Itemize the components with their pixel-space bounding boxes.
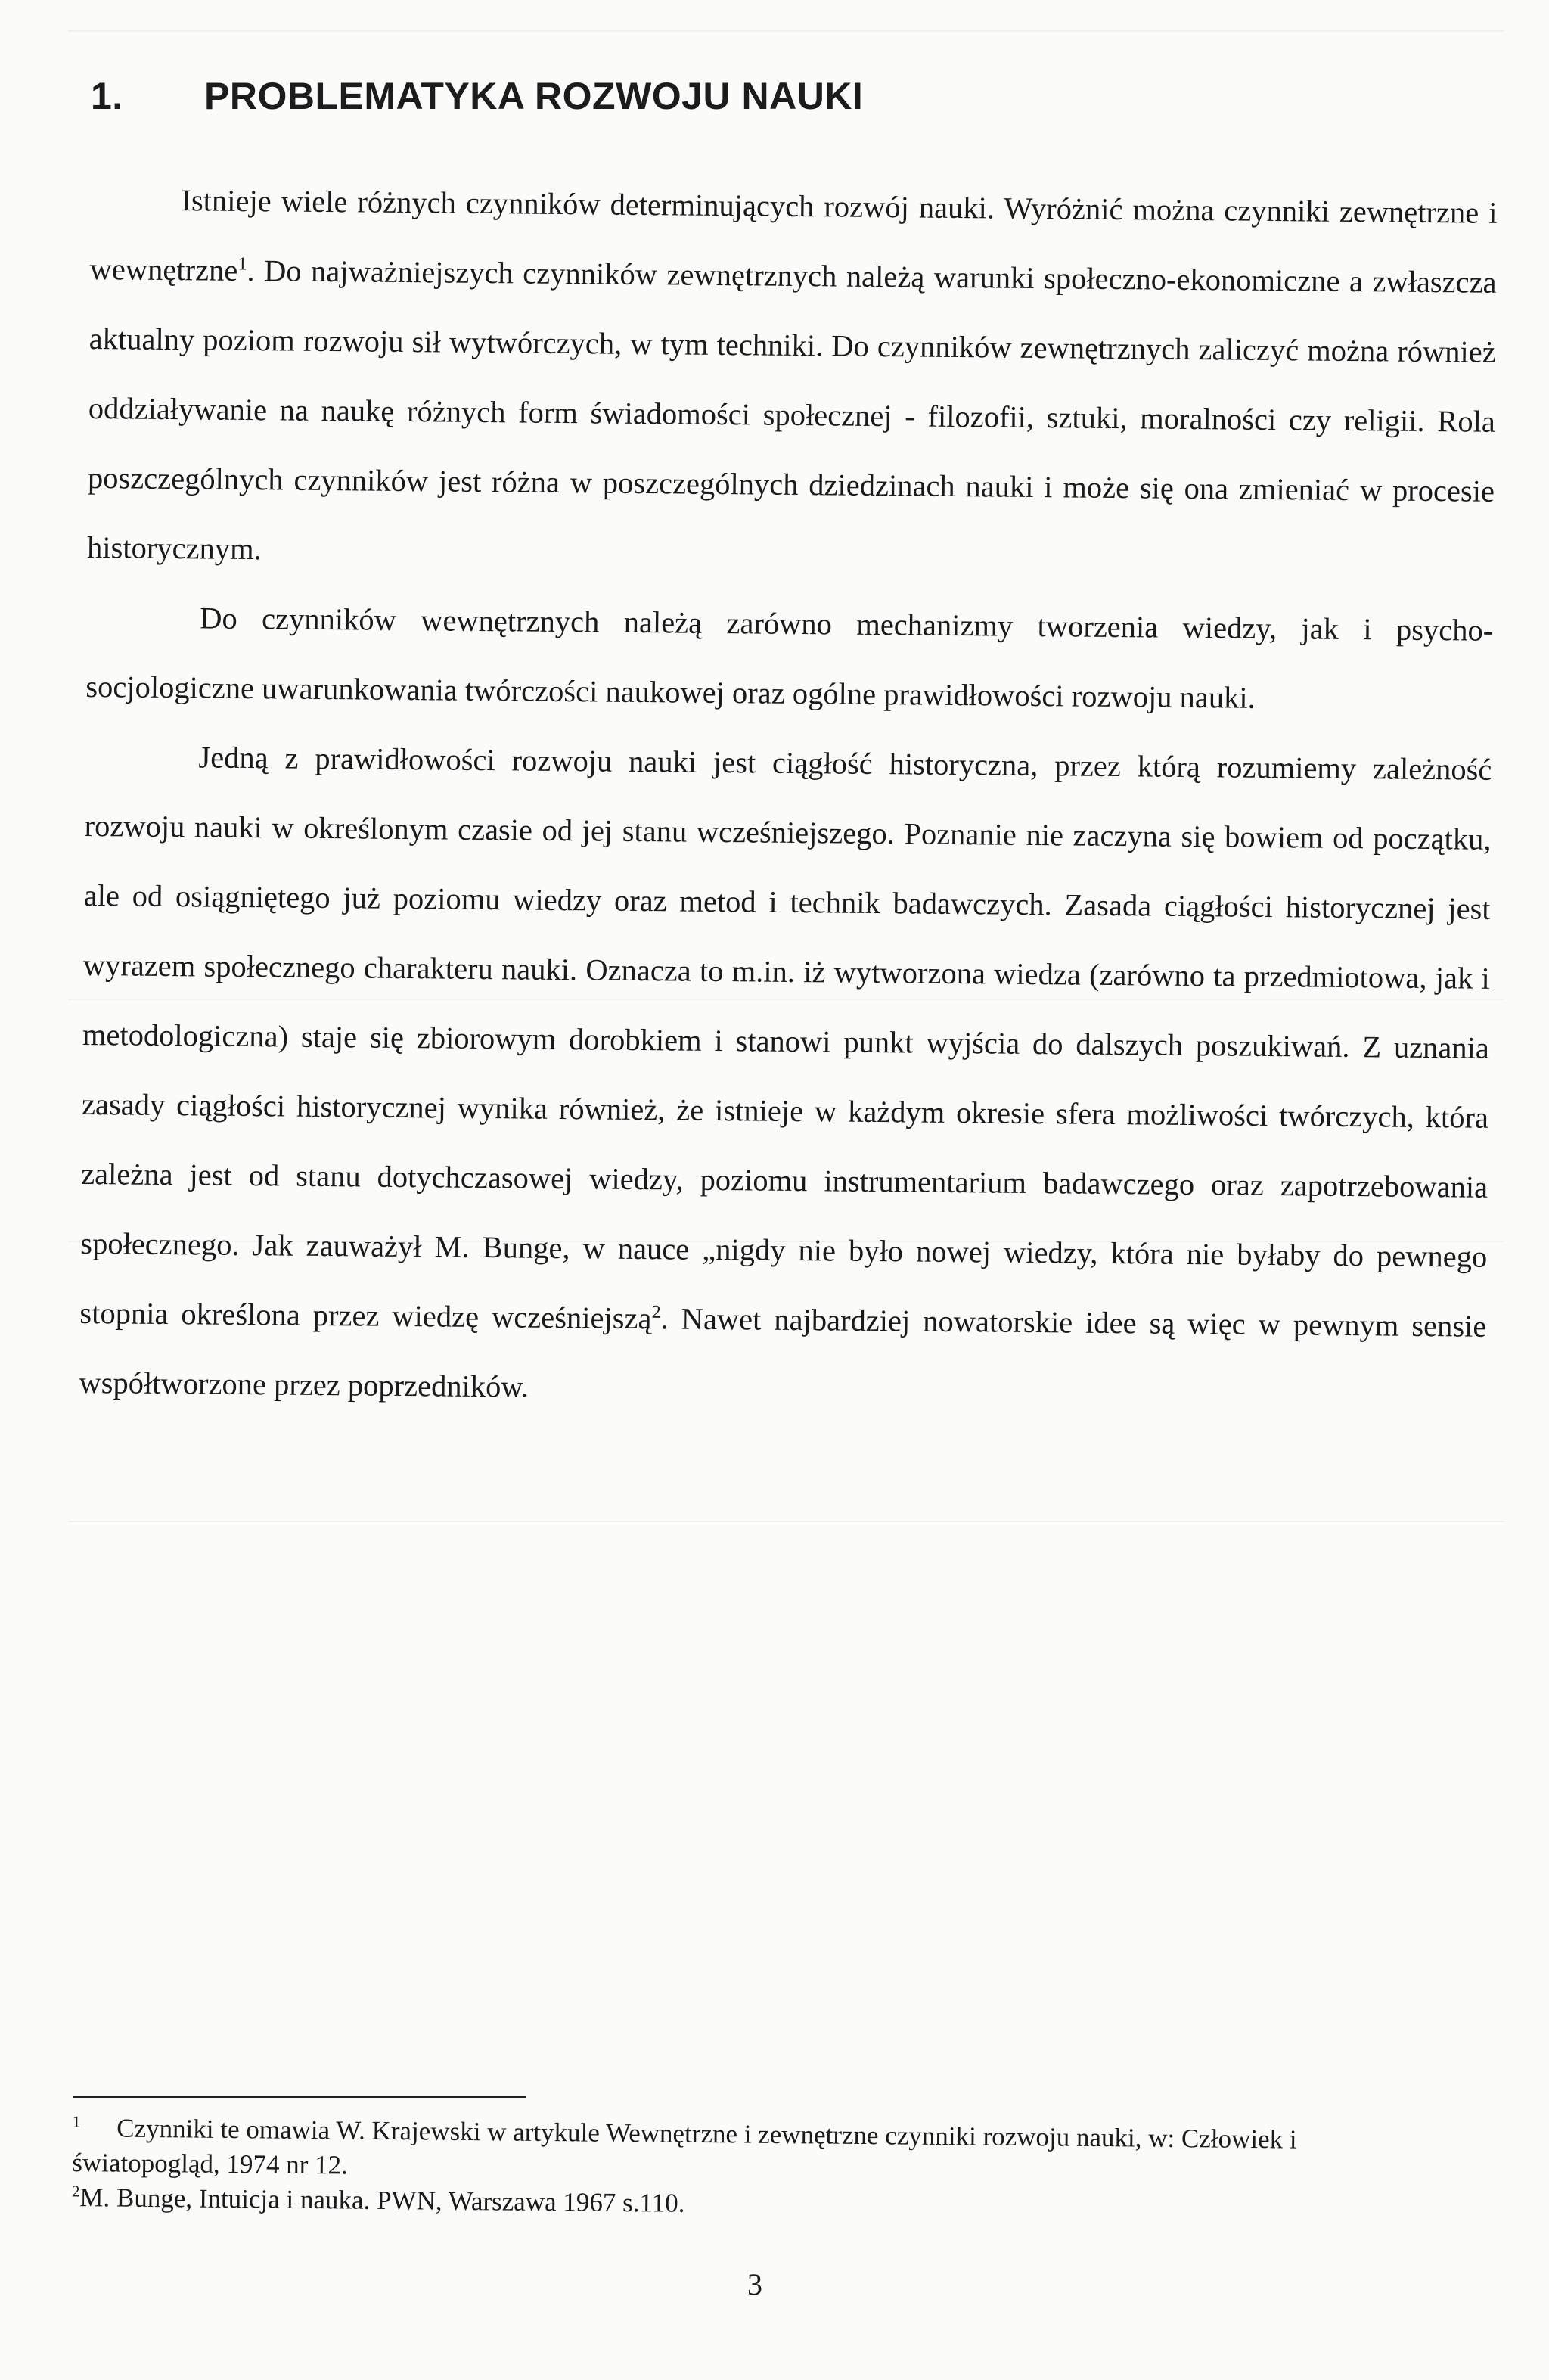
scan-bleed-line: [68, 30, 1504, 32]
footnote-marker: 2: [71, 2182, 80, 2201]
section-number: 1.: [91, 75, 123, 117]
footnotes: [72, 2111, 1419, 2228]
paragraph: [85, 583, 1494, 735]
paragraph-text: . Nawet najbardziej nowatorskie idee są więc w pewnym sensie współtworzone przez poprzedników.: [79, 1301, 1487, 1404]
page-number: 3: [747, 2267, 762, 2301]
body-text: [79, 165, 1498, 1431]
footnote-text: M. Bunge, Intuicja i nauka. PWN, Warszawa 1967 s.110.: [79, 2183, 685, 2218]
footnote-text: Czynniki te omawia W. Krajewski w artykule Wewnętrzne i zewnętrzne czynniki rozwoju nauki, w: Człowiek i światopogląd, 1974 nr 12.: [72, 2113, 1297, 2180]
section-title: PROBLEMATYKA ROZWOJU NAUKI: [204, 75, 864, 117]
paragraph-text: . Do najważniejszych czynników zewnętrznych należą warunki społeczno-ekonomiczne a zwłaszcza aktualny poziom rozwoju sił wytwórczych, w tym techniki. Do czynników zewnętrznych zaliczyć można również oddziaływanie na naukę różnych form świadomości społecznej - filozofii, sztuki, moralności czy religii. Rola poszczególnych czynników jest różna w poszczególnych dziedzinach nauki i może się ona zmieniać w procesie historycznym.: [86, 253, 1497, 567]
footnote-reference: 2: [651, 1301, 661, 1322]
paragraph-text: Do czynników wewnętrznych należą zarówno mechanizmy tworzenia wiedzy, jak i psycho-socjologiczne uwarunkowania twórczości naukowej oraz ogólne prawidłowości rozwoju nauki.: [85, 601, 1494, 715]
paragraph: [87, 165, 1498, 596]
paragraph: [79, 722, 1492, 1431]
section-heading: [91, 74, 863, 118]
footnote-reference: 1: [237, 253, 247, 275]
footnote-marker: 1: [72, 2112, 81, 2131]
paragraph-text: Istnieje wiele różnych czynników determinujących rozwój nauki. Wyróżnić można czynniki zewnętrzne i wewnętrzne: [89, 183, 1498, 287]
paragraph-text: Jedną z prawidłowości rozwoju nauki jest ciągłość historyczna, przez którą rozumiemy zależność rozwoju nauki w określonym czasie od jej stanu wcześniejszego. Poznanie nie zaczyna się bowiem od początku, ale od osiągniętego już poziomu wiedzy oraz metod i technik badawczych. Zasada ciągłości historycznej jest wyrazem społecznego charakteru nauki. Oznacza to m.in. iż wytworzona wiedza (zarówno ta przedmiotowa, jak i metodologiczna) staje się zbiorowym dorobkiem i stanowi punkt wyjścia do dalszych poszukiwań. Z uznania zasady ciągłości historycznej wynika również, że istnieje w każdym okresie sfera możliwości twórczych, która zależna jest od stanu dotychczasowej wiedzy, poziomu instrumentarium badawczego oraz zapotrzebowania społecznego. Jak zauważył M. Bunge, w nauce „nigdy nie było nowej wiedzy, która nie byłaby do pewnego stopnia określona przez wiedzę wcześniejszą: [79, 740, 1492, 1336]
footnote-separator: [73, 2096, 526, 2098]
scan-bleed-line: [68, 1521, 1504, 1522]
footnote: [72, 2111, 1419, 2193]
